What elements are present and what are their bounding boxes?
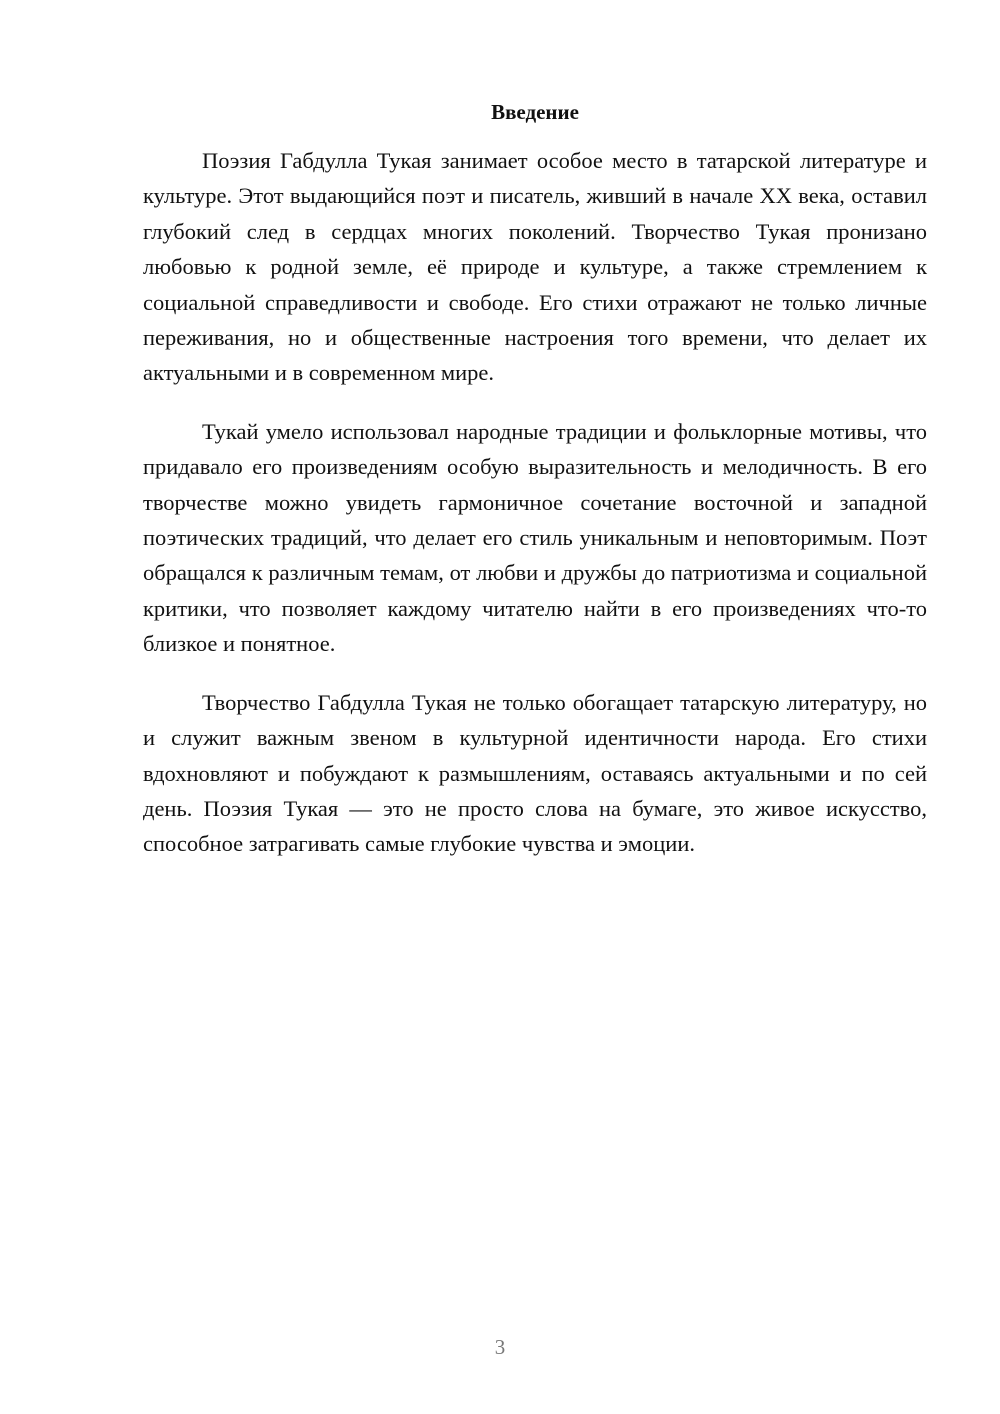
paragraph-2: Тукай умело использовал народные традиции и фольклорные мотивы, что придавало его произведениям особую выразительность и мелодичность. В его творчестве можно увидеть гармоничное сочетание восточной и западной поэтических традиций, что делает его стиль уникальным и неповторимым. Поэт обращался к различным темам, от любви и дружбы до патриотизма и социальной критики, что позволяет каждому читателю найти в его произведениях что-то близкое и понятное. bbox=[143, 418, 927, 657]
page-title: Введение bbox=[491, 100, 579, 124]
page-number: 3 bbox=[494, 1335, 506, 1359]
paragraph-1: Поэзия Габдулла Тукая занимает особое место в татарской литературе и культуре. Этот выдающийся поэт и писатель, живший в начале XX века, оставил глубокий след в сердцах многих поколений. Творчество Тукая пронизано любовью к родной земле, её природе и культуре, а также стремлением к социальной справедливости и свободе. Его стихи отражают не только личные переживания, но и общественные настроения того времени, что делает их актуальными и в современном мире. bbox=[143, 148, 927, 386]
document-body bbox=[143, 143, 927, 862]
paragraph-3: Творчество Габдулла Тукая не только обогащает татарскую литературу, но и служит важным звеном в культурной идентичности народа. Его стихи вдохновляют и побуждают к размышлениям, оставаясь актуальными и по сей день. Поэзия Тукая — это не просто слова на бумаге, это живое искусство, способное затрагивать самые глубокие чувства и эмоции. bbox=[143, 689, 927, 857]
